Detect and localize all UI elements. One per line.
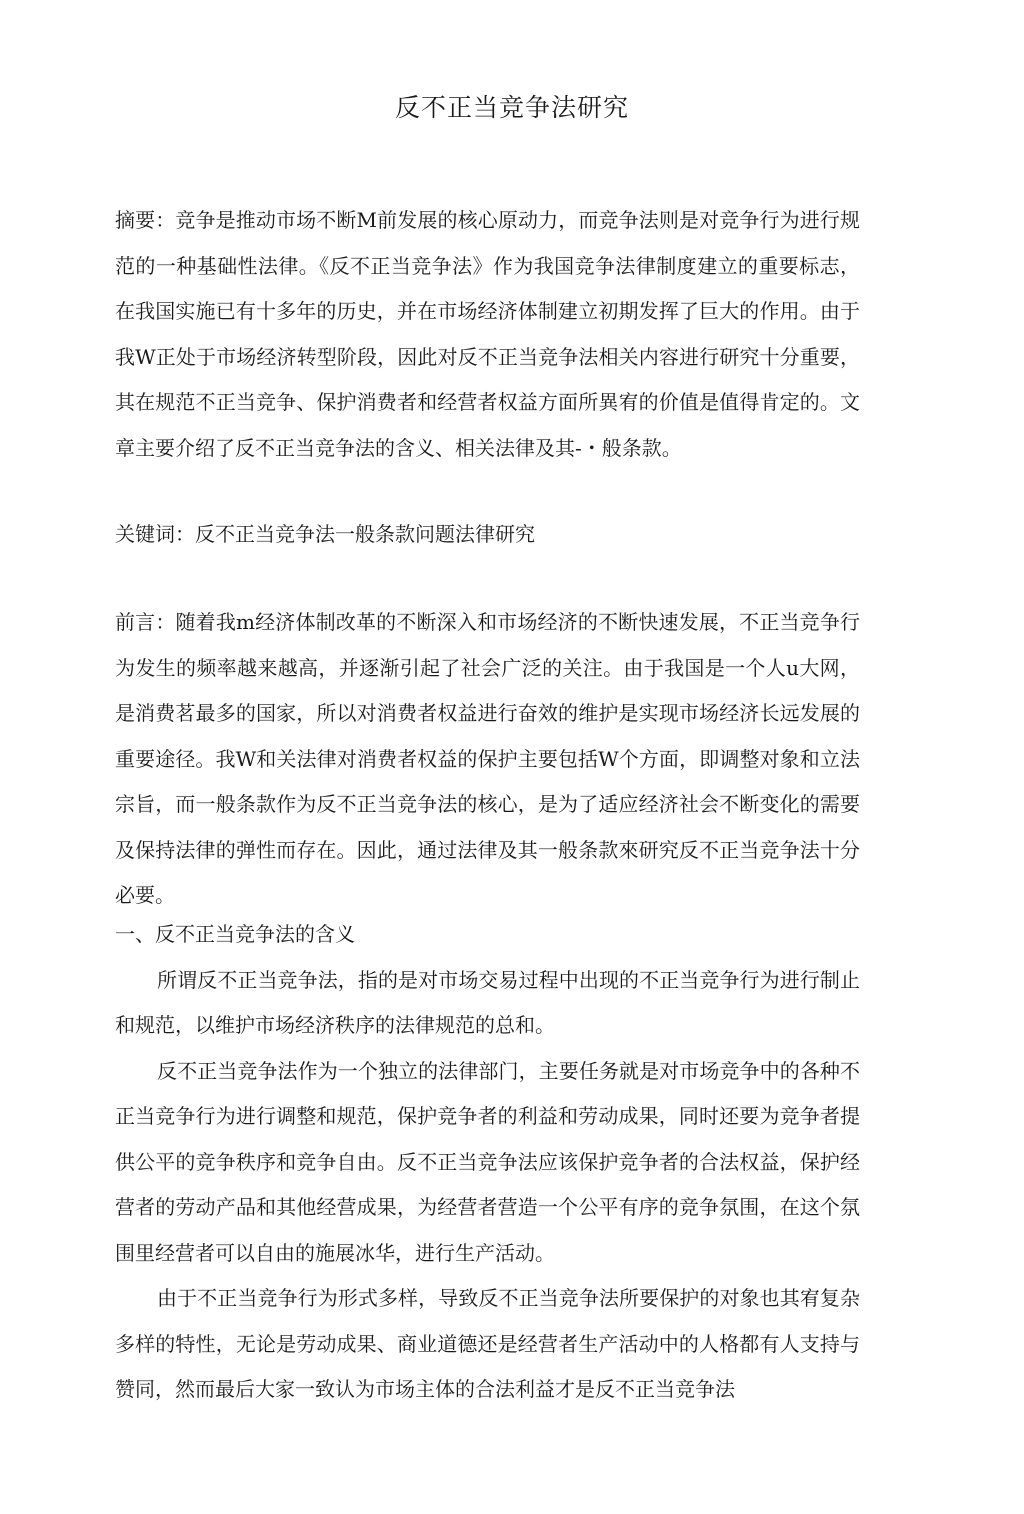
- keywords-line: 关键词：反不正当竞争法一般条款问题法律研究: [115, 522, 535, 546]
- keywords-block: [115, 512, 860, 558]
- preface-paragraph: 前言：随着我m经济体制改革的不断深入和市场经济的不断快速发展，不正当竞争行为发生的频率越来越高，并逐渐引起了社会广泛的关注。由于我国是一个人u大网，是消费茗最多的国家，所以对消费者权益进行奋效的维护是实现市场经济长远发展的重要途径。我W和关法律对消费者权益的保护主要包括W个方面，即调整对象和立法宗旨，而一般条款作为反不正当竞争法的核心，是为了适应经济社会不断变化的需要及保持法律的弹性而存在。因此，通过法律及其一般条款來研究反不正当竞争法十分必要。: [115, 610, 860, 907]
- document-title: 反不正当竞争法研究: [394, 93, 629, 122]
- abstract-paragraph: 摘要：竞争是推动市场不断M前发展的核心原动力，而竞争法则是对竞争行为进行规范的一种基础性法律。《反不正当竞争法》作为我国竞争法律制度建立的重要标志，在我国实施已有十多年的历史，并在市场经济体制建立初期发挥了巨大的作用。由于我W正处于市场经济转型阶段，因此对反不正当竞争法相关内容进行研究十分重要，其在规范不正当竞争、保护消费者和经营者权益方面所異宥的价值是值得肯定的。文章主要介绍了反不正当竞争法的含义、相关法律及其-・般条款。: [115, 208, 860, 460]
- section-paragraph-purpose: 反不正当竞争法作为一个独立的法律部门，主要任务就是对市场竞争中的各种不正当竞争行为进行调整和规范，保护竞争者的利益和劳动成果，同时还要为竞争者提供公平的竞争秩序和竞争自由。反不正当竞争法应该保护竞争者的合法权益，保护经营者的劳动产品和其他经营成果，为经营者营造一个公平有序的竞争氛围，在这个氛围里经营者可以自由的施展冰华，进行生产活动。: [115, 1058, 860, 1265]
- section-paragraph-definition: 所谓反不正当竞争法，指的是对市场交易过程中出现的不正当竞争行为进行制止和规范，以维护市场经济秩序的法律规范的总和。: [115, 967, 860, 1037]
- section-paragraph-protected-objects: 由于不正当竞争行为形式多样，导致反不正当竞争法所要保护的对象也其宥复杂多样的特性，无论是劳动成果、商业道德还是经营者生产活动中的人格都有人支持与赞同，然而最后大家一致认为市场主体的合法利益才是反不正当竞争法: [115, 1286, 860, 1401]
- section-heading: 一、反不正当竞争法的含义: [115, 922, 355, 946]
- section-1: [115, 912, 860, 1413]
- preface-block: [115, 600, 860, 919]
- abstract-block: [115, 198, 860, 471]
